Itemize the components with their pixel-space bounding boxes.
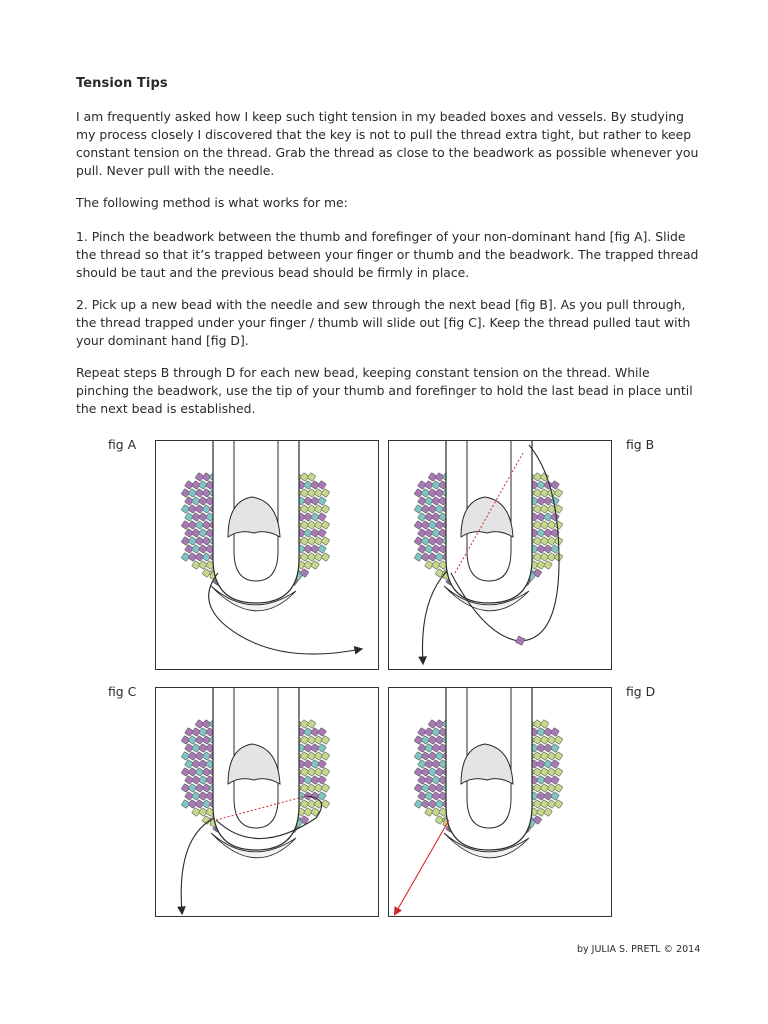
fig-d-label: fig D xyxy=(626,684,656,699)
fig-b-illustration xyxy=(388,440,612,670)
new-bead xyxy=(516,636,525,645)
fig-c-label: fig C xyxy=(108,684,137,699)
method-intro: The following method is what works for me: xyxy=(76,195,348,210)
thread xyxy=(423,571,448,663)
fig-a-illustration xyxy=(155,440,379,670)
taut-thread xyxy=(395,820,449,914)
page-title: Tension Tips xyxy=(76,76,168,91)
fig-a-label: fig A xyxy=(108,437,137,452)
thread xyxy=(181,818,214,913)
intro-paragraph: I am frequently asked how I keep such tight tension in my beaded boxes and vessels. By studying my process closely I discovered that the key is not to pull the thread extra tight, but rather to keep constant tension on the thread. Grab the thread as close to the beadwork as possible whenever you pull. Never pull with the needle. xyxy=(76,109,699,178)
step-1: 1. Pinch the beadwork between the thumb and forefinger of your non-dominant hand [fig A]. Slide the thread so that it’s trapped between your finger or thumb and the beadwork. The trapped thread should be taut and the previous bead should be firmly in place. xyxy=(76,229,699,280)
fig-d-illustration xyxy=(388,687,612,917)
repeat-paragraph: Repeat steps B through D for each new bead, keeping constant tension on the thread. While pinching the beadwork, use the tip of your thumb and forefinger to hold the last bead in place until the next bead is established. xyxy=(76,365,693,416)
credit-line: by JULIA S. PRETL © 2014 xyxy=(577,944,701,955)
fig-c-illustration xyxy=(155,687,379,917)
step-2: 2. Pick up a new bead with the needle and sew through the next bead [fig B]. As you pull through, the thread trapped under your finger / thumb will slide out [fig C]. Keep the thread pulled taut with your dominant hand [fig D]. xyxy=(76,297,691,348)
fig-b-label: fig B xyxy=(626,437,655,452)
